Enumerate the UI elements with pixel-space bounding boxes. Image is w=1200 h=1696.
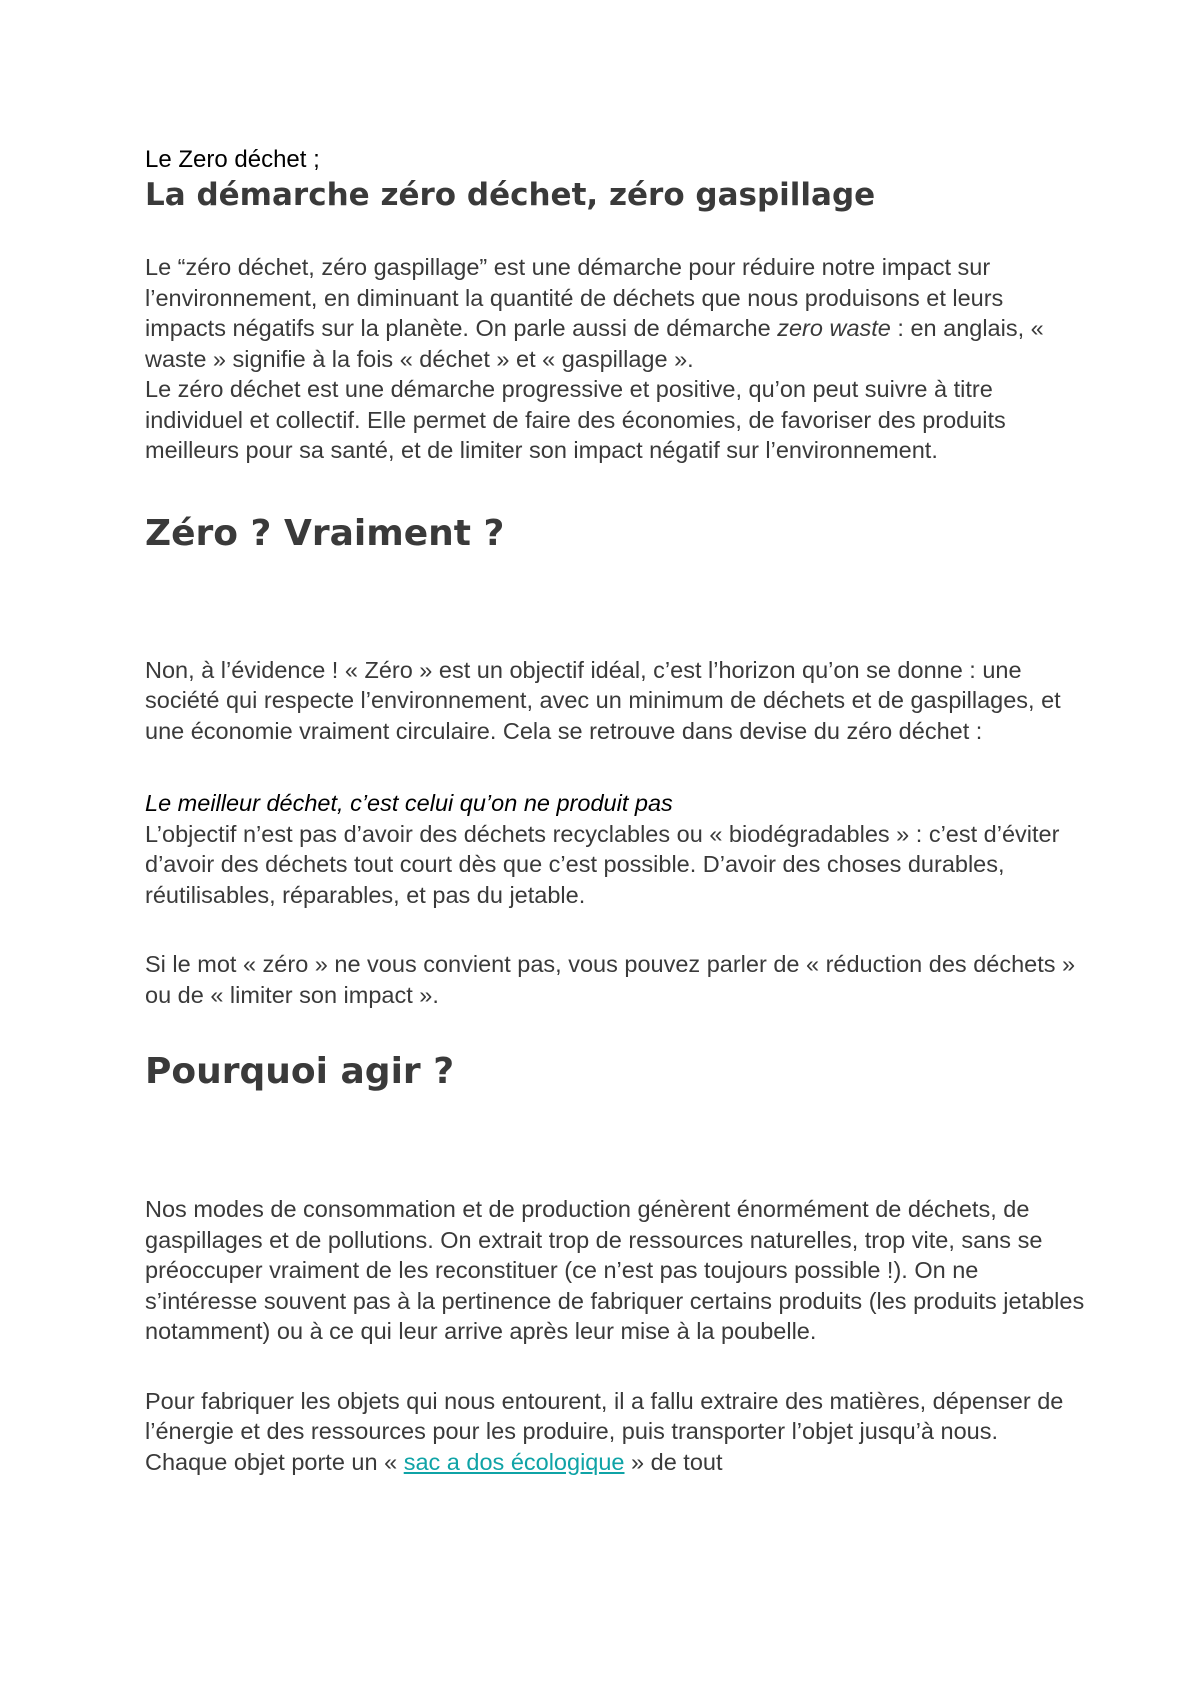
intro-paragraph	[145, 252, 1085, 374]
zero-motto: Le meilleur déchet, c’est celui qu’on ne produit pas	[145, 790, 673, 816]
fabrication-text-before: Pour fabriquer les objets qui nous entourent, il a fallu extraire des matières, dépenser de l’énergie et des ressources pour les produire, puis transporter l’objet jusqu’à nous. Chaque objet porte un «	[145, 1387, 1064, 1475]
heading-pourquoi-agir: Pourquoi agir ?	[145, 1051, 455, 1092]
fabrication-paragraph	[145, 1386, 1085, 1478]
heading-zero-vraiment: Zéro ? Vraiment ?	[145, 512, 505, 554]
intro-term-zero-waste: zero waste	[777, 315, 891, 341]
intro-text-part2: : en anglais, « waste » signifie à la fois « déchet » et « gaspillage ».	[145, 315, 1044, 372]
intro-text-part1: Le “zéro déchet, zéro gaspillage” est une démarche pour réduire notre impact sur l’environnement, en diminuant la quantité de déchets que nous produisons et leurs impacts négatifs sur la planète. On parle aussi de démarche	[145, 254, 1004, 341]
document-label: Le Zero déchet ;	[145, 146, 320, 173]
objective-paragraph: L’objectif n’est pas d’avoir des déchets recyclables ou « biodégradables » : c’est d’éviter d’avoir des déchets tout court dès que c’est possible. D’avoir des choses durables, réutilisables, réparables, et pas du jetable.	[145, 820, 1060, 908]
ecological-backpack-link[interactable]: sac a dos écologique	[403, 1448, 625, 1475]
document-page	[145, 145, 1085, 1477]
alternative-paragraph: Si le mot « zéro » ne vous convient pas, vous pouvez parler de « réduction des déchets » ou de « limiter son impact ».	[145, 951, 1076, 1008]
page-title: La démarche zéro déchet, zéro gaspillage	[145, 177, 876, 213]
fabrication-text-after: » de tout	[624, 1448, 723, 1475]
consumption-paragraph: Nos modes de consommation et de production génèrent énormément de déchets, de gaspillages et de pollutions. On extrait trop de ressources naturelles, trop vite, sans se préoccuper vraiment de les reconstituer (ce n’est pas toujours possible !). On ne s’intéresse souvent pas à la pertinence de fabriquer certains produits (les produits jetables notamment) ou à ce qui leur arrive après leur mise à la poubelle.	[145, 1196, 1085, 1344]
zero-paragraph: Non, à l’évidence ! « Zéro » est un objectif idéal, c’est l’horizon qu’on se donne : une société qui respecte l’environnement, avec un minimum de déchets et de gaspillages, et une économie vraiment circulaire. Cela se retrouve dans devise du zéro déchet :	[145, 656, 1061, 744]
intro-paragraph-2: Le zéro déchet est une démarche progressive et positive, qu’on peut suivre à titre individuel et collectif. Elle permet de faire des économies, de favoriser des produits meilleurs pour sa santé, et de limiter son impact négatif sur l’environnement.	[145, 376, 1006, 463]
